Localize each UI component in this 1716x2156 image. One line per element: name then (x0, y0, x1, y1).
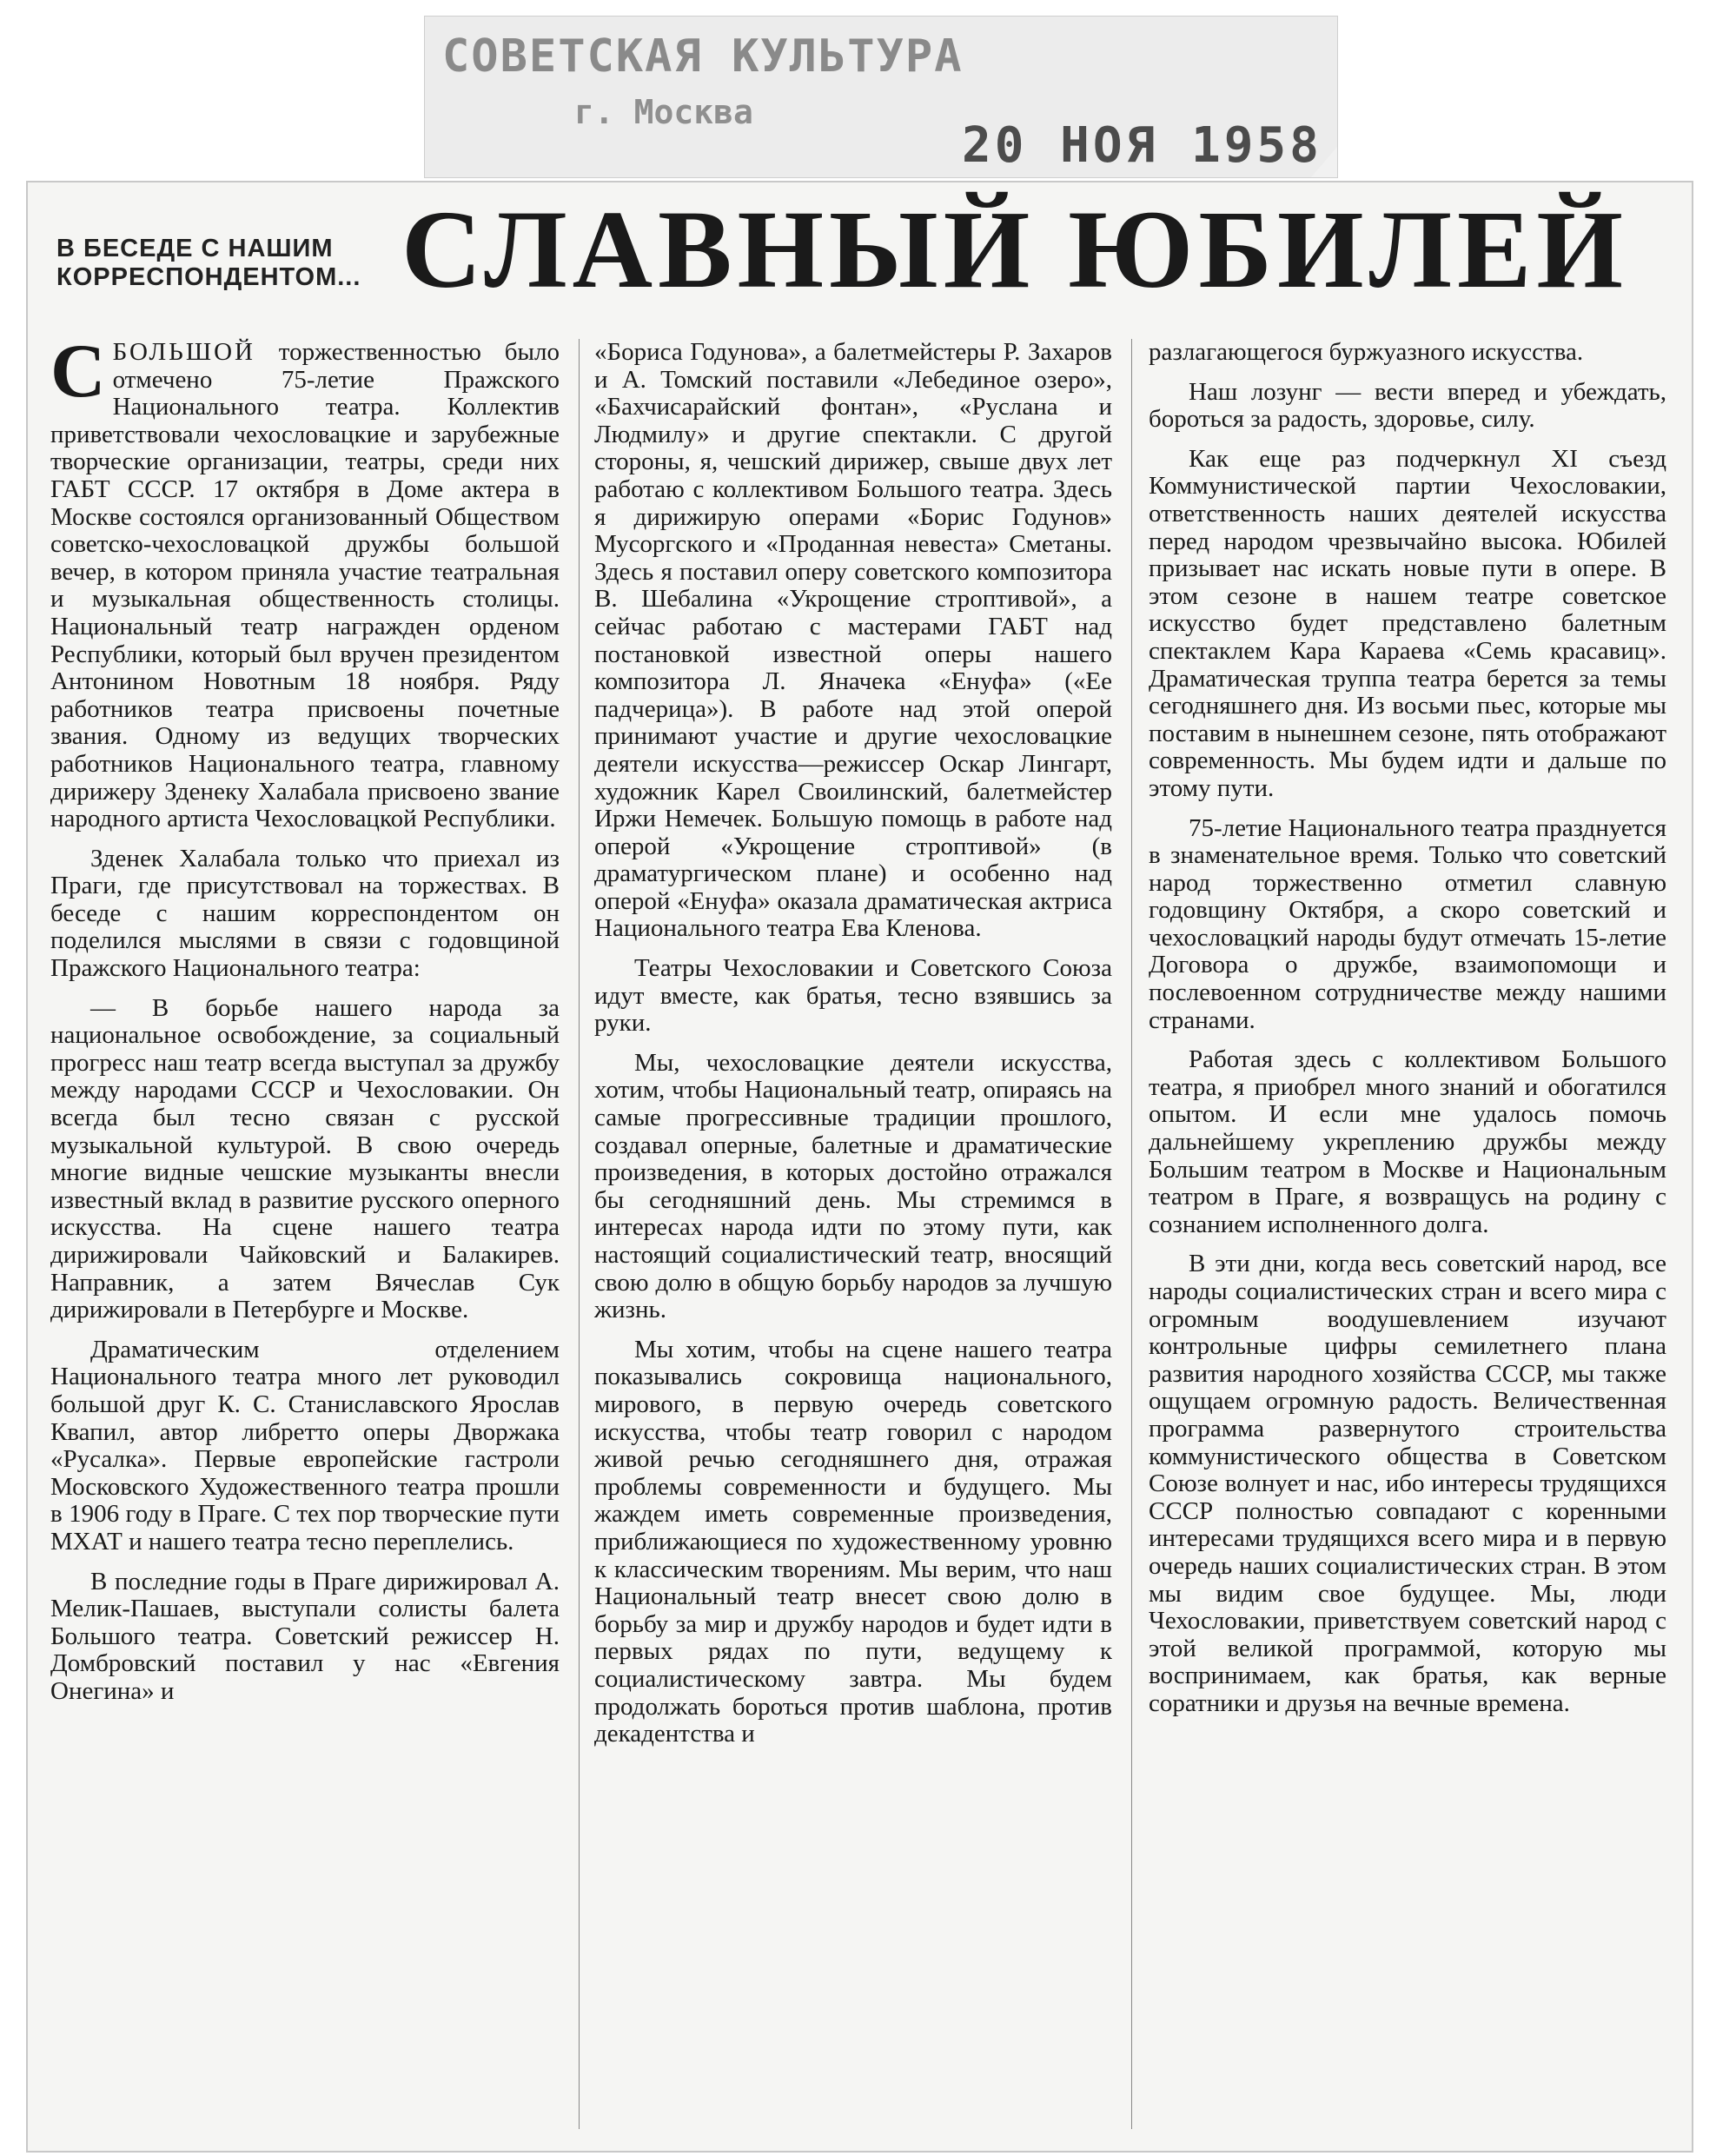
article-headline: СЛАВНЫЙ ЮБИЛЕЙ (401, 188, 1628, 311)
column-1-lead-paragraph (50, 329, 560, 833)
paragraph: разлагающегося буржуазного искусства. (1149, 338, 1584, 366)
column-divider (579, 339, 580, 2129)
newspaper-stamp (424, 16, 1338, 178)
drop-cap: С (50, 329, 106, 414)
lead-caps-word: БОЛЬШОЙ (112, 338, 255, 366)
article-column-2 (594, 339, 1112, 1761)
paragraph: Работая здесь с коллективом Большого театра, я приобрел много знаний и обогатился опытом. И если мне удалось помочь дальнейшему укреплению дружбы между Большим театром в Москве и Национальным театром в Праге, я возвращусь на родину с сознанием исполненного долга. (1149, 1045, 1666, 1238)
paragraph: Мы хотим, чтобы на сцене нашего театра показывались сокровища национального, мирового, в первую очередь советского искусства, чтобы театр говорил с народом живой речью сегодняшнего дня, отражая проблемы современности и будущего. Мы жаждем иметь современные произведения, приближающиеся по художественному уровню к классическим творениям. Мы верим, что наш Национальный театр внесет свою долю в борьбу за мир и дружбу народов и будет идти в первых рядах по пути, ведущему к социалистическому завтра. Мы будем продолжать бороться против шаблона, против декадентства и (594, 1335, 1112, 1748)
stamp-newspaper-name: СОВЕТСКАЯ КУЛЬТУРА (442, 30, 964, 83)
paragraph: Как еще раз подчеркнул XI съезд Коммунистической партии Чехословакии, ответственность наших деятелей искусства перед народом чрезвычайно высока. Юбилей призывает нас искать новые пути в опере. В этом сезоне в нашем театре советское искусство будет представлено балетным спектаклем Кара Караева «Семь красавиц». Драматическая труппа театра берется за темы сегодняшнего дня. Из восьми пьес, которые мы поставим в нынешнем сезоне, пять отображают современность. Мы будем идти и дальше по этому пути. (1149, 444, 1666, 802)
article-kicker: В БЕСЕДЕ С НАШИМ КОРРЕСПОНДЕНТОМ... (56, 235, 361, 291)
paragraph: В эти дни, когда весь советский народ, все народы социалистических стран и всего мира с огромным воодушевлением изучают контрольные цифры семилетнего плана развития народного хозяйства СССР, мы также ощущаем огромную радость. Величественная программа развернутого строительства коммунистического общества в Советском Союзе волнует и нас, ибо интересы трудящихся СССР полностью совпадают с коренными интересами трудящихся всего мира и в первую очередь наших социалистических стран. В этом мы видим свое будущее. Мы, люди Чехословакии, приветствуем советский народ с этой великой программой, которую мы воспринимаем, как братья, как верные соратники и друзья на вечные времена. (1149, 1250, 1666, 1717)
paragraph: Мы, чехословацкие деятели искусства, хотим, чтобы Национальный театр, опираясь на самые прогрессивные традиции прошлого, создавал оперные, балетные и драматические произведения, в которых достойно отражался бы сегодняшний день. Мы стремимся в интересах народа идти по этому пути, как настоящий социалистический театр, вносящий свою долю в общую борьбу народов за лучшую жизнь. (594, 1048, 1112, 1324)
stamp-city: г. Москва (574, 93, 753, 131)
paragraph: В последние годы в Праге дирижировал А. Мелик-Пашаев, выступали солисты балета Большого театра. Советский режиссер Н. Домбровский поставил у нас «Евгения Онегина» и (50, 1567, 560, 1705)
paragraph: Драматическим отделением Национального театра много лет руководил большой друг К. С. Станиславского Ярослав Квапил, автор либретто оперы Дворжака «Русалка». Первые европейские гастроли Московского Художественного театра прошли в 1906 году в Праге. С тех пор творческие пути МХАТ и нашего театра тесно переплелись. (50, 1335, 560, 1556)
paragraph: — В борьбе нашего народа за национальное освобождение, за социальный прогресс наш театр всегда выступал за дружбу между народами СССР и Чехословакии. Он всегда был тесно связан с русской музыкальной культурой. В свою очередь многие видные чешские музыканты внесли известный вклад в развитие русского оперного искусства. На сцене нашего театра дирижировали Чайковский и Балакирев. Направник, а затем Вячеслав Сук дирижировали в Петербурге и Москве. (50, 993, 560, 1324)
paragraph: Зденек Халабала только что приехал из Праги, где присутствовал на торжествах. В беседе с нашим корреспондентом он поделился мыслями в связи с годовщиной Пражского Национального театра: (50, 844, 560, 983)
paragraph: Театры Чехословакии и Советского Союза идут вместе, как братья, тесно взявшись за руки. (594, 954, 1112, 1038)
article-column-1 (50, 329, 560, 1718)
column-divider (1131, 339, 1132, 2129)
article-clipping (26, 181, 1693, 2153)
paragraph-text: торжественностью было отмечено 75-летие Пражского Национального театра. Коллектив приветствовали чехословацкие и зарубежные творческие организации, театры, среди них ГАБТ СССР. 17 октября в Доме актера в Москве состоялся организованный Обществом советско-чехословацкой дружбы большой вечер, в котором приняла участие театральная и музыкальная общественность столицы. Национальный театр награжден орденом Республики, который был вручен президентом Антонином Новотным 18 ноября. Ряду работников театра присвоены почетные звания. Одному из ведущих творческих работников Национального театра, главному дирижеру Зденеку Халабала присвоено звание народного артиста Чехословацкой Республики. (50, 338, 560, 833)
paragraph: «Бориса Годунова», а балетмейстеры Р. Захаров и А. Томский поставили «Лебединое озеро», «Бахчисарайский фонтан», «Руслана и Людмилу» и другие спектакли. С другой стороны, я, чешский дирижер, свыше двух лет работаю с коллективом Большого театра. Здесь я дирижирую операми «Борис Годунов» Мусоргского и «Проданная невеста» Сметаны. Здесь я поставил оперу советского композитора В. Шебалина «Укрощение строптивой», а сейчас работаю с мастерами ГАБТ над постановкой известной оперы нашего композитора Л. Яначека «Енуфа» («Ее падчерица»). В работе над этой оперой принимают участие и другие чехословацкие деятели искусства—режиссер Оскар Лингарт, художник Карел Своилинский, балетмейстер Иржи Немечек. Большую помощь в работе над оперой «Укрощение строптивой» (в драматургическом плане) и особенно над оперой «Енуфа» оказала драматическая актриса Национального театра Ева Кленова. (594, 338, 1112, 943)
stamp-date: 20 НОЯ 1958 (962, 117, 1322, 174)
paragraph: Наш лозунг — вести вперед и убеждать, бороться за радость, здоровье, силу. (1149, 377, 1666, 434)
article-column-3 (1149, 339, 1666, 1730)
paragraph: 75-летие Национального театра празднуется в знаменательное время. Только что советский народ торжественно отметил славную годовщину Октября, а скоро советский и чехословацкий народы будут отмечать 15-летие Договора о дружбе, взаимопомощи и послевоенном сотрудничестве между нашими странами. (1149, 813, 1666, 1034)
